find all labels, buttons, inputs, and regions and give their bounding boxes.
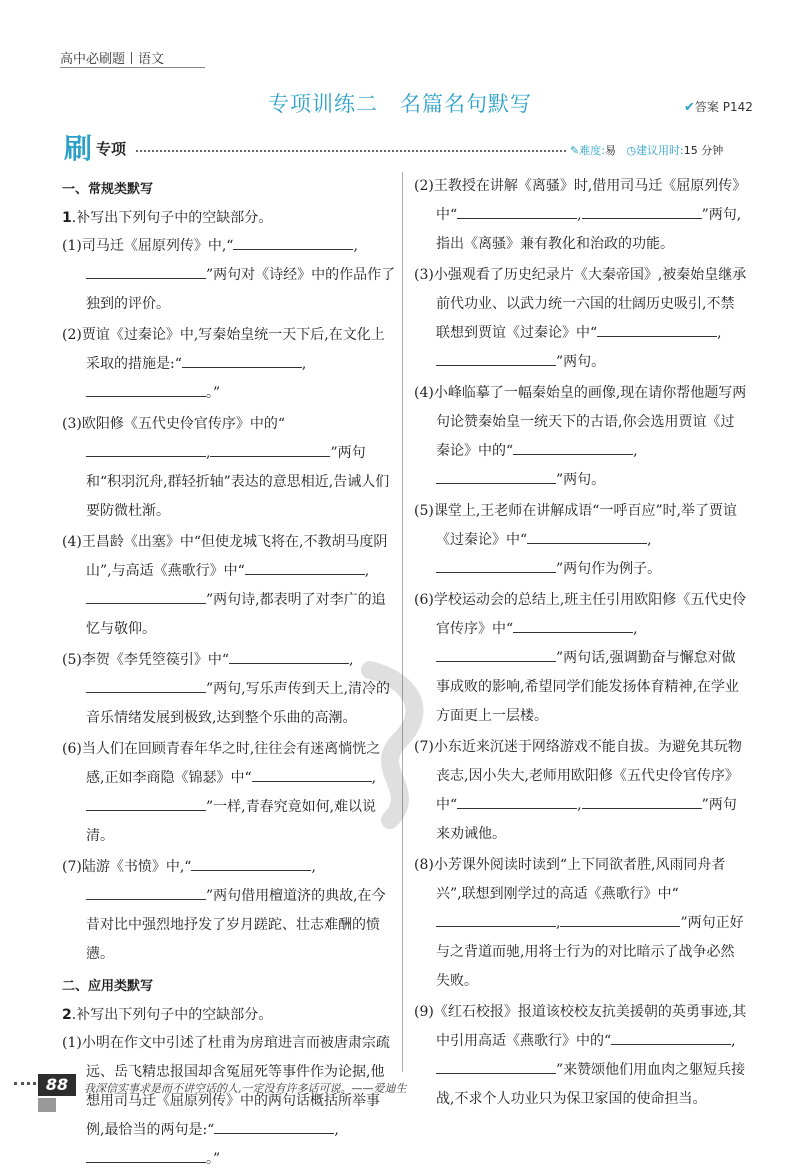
item-text: , [633,621,638,637]
header-separator [131,52,132,64]
question-2-items-right [414,172,748,1114]
fill-in-blank[interactable] [457,202,577,219]
fill-in-blank[interactable] [436,1057,556,1074]
right-column [414,172,748,1116]
fill-in-blank[interactable] [86,380,206,397]
fill-in-blank[interactable] [560,910,680,927]
fill-in-blank[interactable] [527,527,647,544]
page-title: 专项训练二 名篇名句默写 [268,92,532,116]
time-label: 建议用时: [636,144,684,157]
banner-meta [566,142,723,158]
item-text: (1)司马迁《屈原列传》中,“ [62,238,234,254]
item-text: , [311,859,316,875]
q2-item-9 [414,998,748,1114]
item-text: (2)王教授在讲解《离骚》时,借用司马迁《屈原列传》中“ [414,178,747,223]
item-text: , [717,325,722,341]
item-text: (1)小明在作文中引述了杜甫为房琯进言而被唐肃宗疏远、岳飞精忠报国却含冤屈死等事件作为论据,他想用司马迁《屈原列传》中的两句话概括所举事例,最恰当的两句是:“ [62,1035,390,1138]
fill-in-blank[interactable] [513,616,633,633]
item-text: , [577,207,582,223]
fill-in-blank[interactable] [86,1146,206,1163]
q1-item-5 [62,646,396,733]
item-text: ”两句话,强调勤奋与懈怠对做事成败的影响,希望同学们能发扬体育精神,在学业方面更上一层楼。 [436,650,739,724]
item-text: ”两句。 [556,354,606,370]
fill-in-blank[interactable] [210,440,330,457]
item-text: (4)王昌龄《出塞》中“但使龙城飞将在,不教胡马度阴山”,与高适《燕歌行》中“ [62,534,388,579]
item-text: , [556,915,561,931]
item-text: 。” [206,1151,221,1167]
page-dots [14,1082,36,1085]
item-text: ”两句,写乐声传到天上,清冷的音乐情绪发展到极致,达到整个乐曲的高潮。 [86,681,391,726]
q2-item-7 [414,733,748,849]
difficulty-icon: ✎ [570,144,580,157]
running-header [60,48,164,67]
fill-in-blank[interactable] [252,765,372,782]
page-number-block [14,1074,69,1096]
section-heading-2: 二、应用类默写 [62,979,154,994]
item-text: , [731,1033,736,1049]
question-2-stem [62,1003,396,1027]
fill-in-blank[interactable] [191,854,311,871]
difficulty-label: 难度: [579,144,605,157]
q1-item-1 [62,232,396,319]
footer-quote: 我深信实事求是而不讲空话的人,一定没有许多话可说。——爱迪生 [84,1082,407,1095]
banner-label: 专项 [96,140,127,158]
fill-in-blank[interactable] [86,794,206,811]
fill-in-blank[interactable] [214,1117,334,1134]
header-rule [60,67,205,68]
fill-in-blank[interactable] [86,587,206,604]
item-text: , [364,563,370,579]
fill-in-blank[interactable] [436,556,556,573]
page-number: 88 [38,1074,76,1096]
subject-name: 语文 [138,52,165,67]
item-text: (7)陆游《书愤》中,“ [62,859,192,875]
item-text: , [353,238,358,254]
item-text: (9)《红石校报》报道该校校友抗美援朝的英勇事迹,其中引用高适《燕歌行》中的“ [414,1004,747,1049]
fill-in-blank[interactable] [86,883,206,900]
column-divider [402,172,403,1072]
q2-item-1 [62,1029,396,1174]
item-text: (2)贾谊《过秦论》中,写秦始皇统一天下后,在文化上采取的措施是:“ [62,327,385,372]
item-text: (4)小峰临摹了一幅秦始皇的画像,现在请你帮他题写两句论赞秦始皇一统天下的古语,你会选用贾谊《过秦论》中的“ [414,385,747,459]
fill-in-blank[interactable] [233,233,353,250]
fill-in-blank[interactable] [86,676,206,693]
item-text: ”来赞颂他们用血肉之躯短兵接战,不求个人功业只为保卫家国的使命担当。 [436,1062,746,1107]
fill-in-blank[interactable] [182,351,302,368]
q2-item-4 [414,379,748,495]
question-1-number: 1 [62,210,72,226]
answer-reference [684,98,753,115]
item-text: , [633,443,638,459]
item-text: ”两句。 [556,472,606,488]
item-text: (7)小东近来沉迷于网络游戏不能自拔。为避免其玩物丧志,因小失大,老师用欧阳修《五代史伶官传序》中“ [414,739,742,813]
q2-item-5 [414,497,748,584]
fill-in-blank[interactable] [436,645,556,662]
item-text: ”一样,青春究竟如何,难以说清。 [86,799,377,844]
item-text: ”两句,指出《离骚》兼有教化和治政的功能。 [436,207,742,252]
item-text: ”两句和“积羽沉舟,群轻折轴”表达的意思相近,告诫人们要防微杜渐。 [86,445,390,519]
clock-icon: ◷ [626,144,637,157]
item-text: (6)学校运动会的总结上,班主任引用欧阳修《五代史伶官传序》中“ [414,592,747,637]
item-text: (5)课堂上,王老师在讲解成语“一呼百应”时,举了贾谊《过秦论》中“ [414,503,738,548]
item-text: , [206,445,211,461]
item-text: 。” [206,385,221,401]
check-icon: ✔ [684,100,695,115]
q1-item-2 [62,321,396,408]
item-text: , [371,770,377,786]
item-text: ”两句作为例子。 [556,561,662,577]
question-1-items [62,232,396,969]
page-shade [38,1098,56,1112]
fill-in-blank[interactable] [582,202,702,219]
q2-item-3 [414,261,748,377]
answer-reference-text: 答案 P142 [694,100,753,114]
item-text: ”两句来劝诫他。 [436,797,737,842]
book-name: 高中必刷题 [60,52,126,67]
item-text: , [647,532,652,548]
q2-item-6 [414,586,748,731]
item-text: ”两句诗,都表明了对李广的追忆与敬仰。 [86,592,386,637]
question-2-number: 2 [62,1007,72,1023]
item-text: (3)小强观看了历史纪录片《大秦帝国》,被秦始皇继承前代功业、以武力统一六国的壮阔历史吸引,不禁联想到贾谊《过秦论》中“ [414,267,747,341]
fill-in-blank[interactable] [513,438,633,455]
q2-item-8 [414,851,748,996]
question-1-stem [62,206,396,230]
difficulty-value: 易 [604,144,616,157]
q1-item-6 [62,735,396,851]
q2-item-2 [414,172,748,259]
fill-in-blank[interactable] [229,647,349,664]
fill-in-blank[interactable] [436,349,556,366]
question-2-text: .补写出下列句子中的空缺部分。 [71,1007,273,1023]
item-text: , [349,652,354,668]
question-1-text: .补写出下列句子中的空缺部分。 [71,210,273,226]
brush-logo: 刷 [64,132,93,165]
item-text: , [334,1122,339,1138]
item-text: (8)小芳课外阅读时读到“上下同欲者胜,风雨同舟者兴”,联想到刚学过的高适《燕歌行》中“ [414,857,726,902]
item-text: (3)欧阳修《五代史伶官传序》中的“ [62,416,285,432]
item-text: , [577,797,582,813]
item-text: , [301,356,307,372]
fill-in-blank[interactable] [436,467,556,484]
item-text: ”两句借用檀道济的典故,在今昔对比中强烈地抒发了岁月蹉跎、壮志难酬的愤懑。 [86,888,386,962]
q1-item-4 [62,528,396,644]
time-value: 15 分钟 [683,144,724,157]
fill-in-blank[interactable] [436,910,556,927]
item-text: ”两句正好与之背道而驰,用将士行为的对比暗示了战争必然失败。 [436,915,744,989]
fill-in-blank[interactable] [86,440,206,457]
item-text: (5)李贺《李凭箜篌引》中“ [62,652,229,668]
left-column [62,172,396,1176]
item-text: (6)当人们在回顾青春年华之时,往往会有迷离惝恍之感,正如李商隐《锦瑟》中“ [62,741,381,786]
fill-in-blank[interactable] [245,558,365,575]
fill-in-blank[interactable] [86,262,206,279]
q1-item-7 [62,853,396,969]
fill-in-blank[interactable] [597,320,717,337]
section-heading-1: 一、常规类默写 [62,182,154,197]
question-2-items-left [62,1029,396,1174]
fill-in-blank[interactable] [457,792,577,809]
q1-item-3 [62,410,396,526]
item-text: ”两句对《诗经》中的作品作了独到的评价。 [86,267,396,312]
fill-in-blank[interactable] [611,1028,731,1045]
fill-in-blank[interactable] [582,792,702,809]
